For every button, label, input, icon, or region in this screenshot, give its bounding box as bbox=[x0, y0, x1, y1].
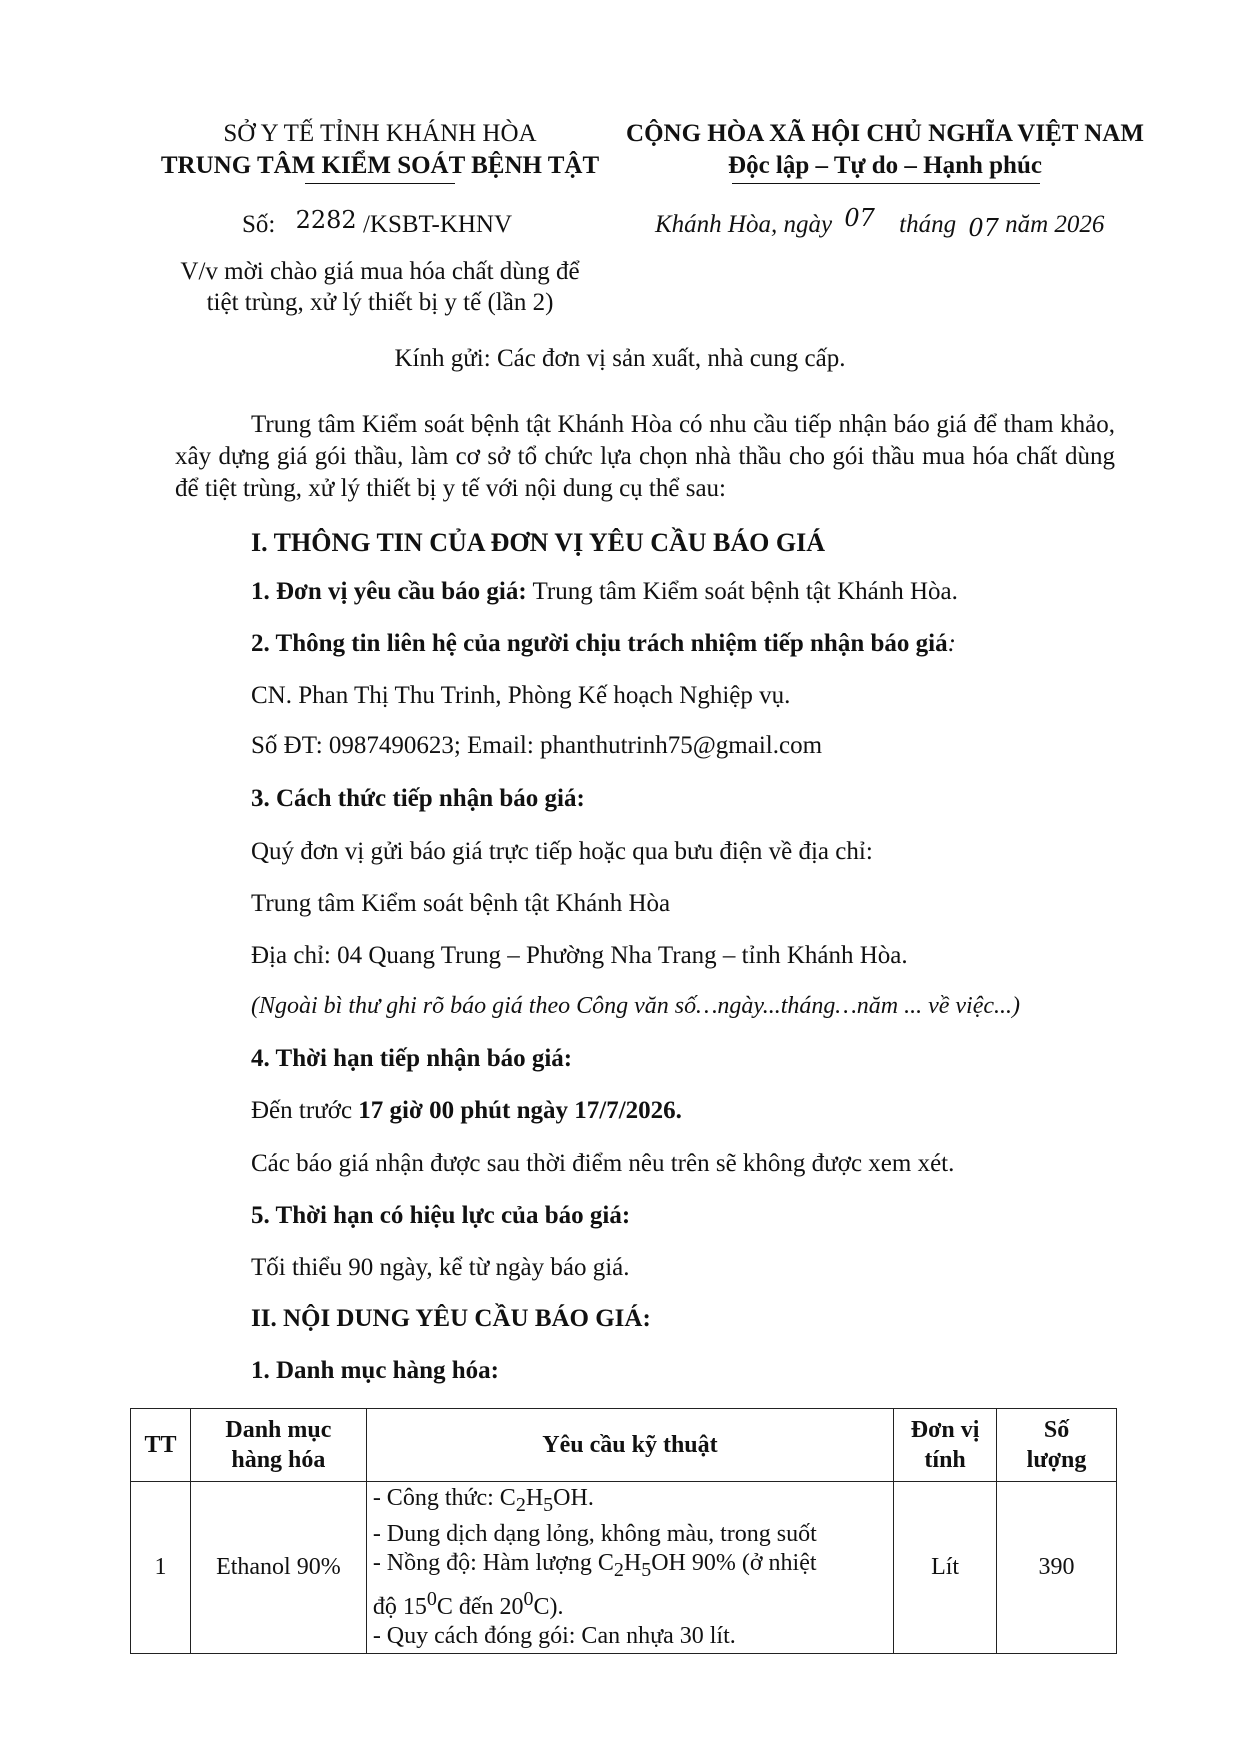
header-qty-line1: Số bbox=[1043, 1417, 1070, 1443]
header-right-block bbox=[625, 118, 1145, 182]
contact-phone-email: Số ĐT: 0987490623; Email: phanthutrinh75@gmail.com bbox=[251, 732, 823, 759]
deadline-prefix: Đến trước bbox=[251, 1097, 359, 1124]
spec-line-3 bbox=[373, 1549, 887, 1585]
header-left-block bbox=[130, 118, 630, 182]
recipient: Kính gửi: Các đơn vị sản xuất, nhà cung cấp. bbox=[394, 345, 846, 372]
header-spec: Yêu cầu kỹ thuật bbox=[366, 1409, 893, 1482]
national-motto: Độc lập – Tự do – Hạnh phúc bbox=[728, 152, 1042, 179]
place-date-prefix: Khánh Hòa, ngày bbox=[655, 211, 833, 238]
row-qty: 390 bbox=[997, 1482, 1117, 1654]
spec-line-4 bbox=[373, 1585, 887, 1622]
section1-item3: 3. Cách thức tiếp nhận báo giá: bbox=[251, 785, 585, 812]
goods-table bbox=[130, 1408, 1117, 1654]
address: Địa chỉ: 04 Quang Trung – Phường Nha Trang – tỉnh Khánh Hòa. bbox=[251, 942, 908, 969]
document-number bbox=[242, 206, 513, 239]
envelope-note: (Ngoài bì thư ghi rõ báo giá theo Công văn số…ngày...tháng…năm ... về việc...) bbox=[251, 993, 1021, 1019]
section1-item2 bbox=[251, 630, 956, 658]
spec3-b: H bbox=[623, 1549, 642, 1576]
validity: Tối thiểu 90 ngày, kể từ ngày báo giá. bbox=[251, 1254, 630, 1281]
date-day: 07 bbox=[844, 204, 875, 232]
center-name: TRUNG TÂM KIỂM SOÁT BỆNH TẬT bbox=[160, 152, 600, 179]
table-row bbox=[131, 1482, 1117, 1654]
intro-paragraph bbox=[175, 409, 1115, 505]
section1-item5: 5. Thời hạn có hiệu lực của báo giá: bbox=[251, 1202, 631, 1229]
section2-item1: 1. Danh mục hàng hóa: bbox=[251, 1357, 499, 1384]
header-unit-line2: tính bbox=[924, 1447, 966, 1473]
org-name: Trung tâm Kiểm soát bệnh tật Khánh Hòa bbox=[251, 890, 671, 917]
spec3-c: OH 90% (ở nhiệt bbox=[651, 1549, 817, 1576]
section1-item1 bbox=[251, 578, 958, 606]
place-date bbox=[655, 204, 1105, 242]
spec1-a: - Công thức: C bbox=[372, 1485, 516, 1511]
left-header-underline bbox=[305, 183, 455, 184]
spec-line-1 bbox=[373, 1484, 887, 1520]
spec4-sup2: 0 bbox=[523, 1587, 534, 1610]
spec3-a: - Nồng độ: Hàm lượng C bbox=[372, 1549, 614, 1576]
department-name: SỞ Y TẾ TỈNH KHÁNH HÒA bbox=[223, 120, 537, 147]
spec3-sub1: 2 bbox=[613, 1558, 624, 1581]
row-name: Ethanol 90% bbox=[190, 1482, 366, 1654]
row-unit: Lít bbox=[894, 1482, 997, 1654]
right-header-underline bbox=[732, 183, 1040, 184]
spec4-b: C đến 20 bbox=[436, 1593, 524, 1620]
subject-line-2: tiệt trùng, xử lý thiết bị y tế (lần 2) bbox=[206, 289, 554, 316]
deadline-value: 17 giờ 00 phút ngày 17/7/2026. bbox=[358, 1097, 682, 1124]
late-note: Các báo giá nhận được sau thời điểm nêu trên sẽ không được xem xét. bbox=[251, 1150, 955, 1177]
spec-line-5: - Quy cách đóng gói: Can nhựa 30 lít. bbox=[372, 1622, 736, 1649]
year-text: năm 2026 bbox=[1005, 211, 1105, 238]
header-name bbox=[190, 1409, 366, 1482]
spec1-sub1: 2 bbox=[515, 1493, 526, 1516]
header-name-line1: Danh mục bbox=[225, 1417, 332, 1443]
item2-colon: : bbox=[947, 630, 956, 657]
header-name-line2: hàng hóa bbox=[231, 1447, 326, 1473]
so-label: Số: bbox=[242, 211, 276, 238]
spec4-c: C). bbox=[533, 1593, 564, 1620]
month-label: tháng bbox=[899, 211, 957, 238]
item1-value: Trung tâm Kiểm soát bệnh tật Khánh Hòa. bbox=[526, 578, 958, 605]
section1-title: I. THÔNG TIN CỦA ĐƠN VỊ YÊU CẦU BÁO GIÁ bbox=[251, 528, 826, 557]
so-suffix: /KSBT-KHNV bbox=[362, 211, 513, 238]
spec1-sub2: 5 bbox=[543, 1493, 554, 1516]
spec4-sup1: 0 bbox=[426, 1587, 437, 1610]
row-tt: 1 bbox=[131, 1482, 191, 1654]
item1-label: 1. Đơn vị yêu cầu báo giá: bbox=[251, 578, 527, 605]
header-qty bbox=[997, 1409, 1117, 1482]
subject bbox=[130, 256, 630, 318]
spec3-sub2: 5 bbox=[641, 1558, 652, 1581]
header-unit bbox=[894, 1409, 997, 1482]
so-number: 2282 bbox=[295, 206, 357, 234]
country-name: CỘNG HÒA XÃ HỘI CHỦ NGHĨA VIỆT NAM bbox=[626, 120, 1144, 147]
contact-name: CN. Phan Thị Thu Trinh, Phòng Kế hoạch Nghiệp vụ. bbox=[251, 682, 791, 709]
table-header-row bbox=[131, 1409, 1117, 1482]
intro-text: Trung tâm Kiểm soát bệnh tật Khánh Hòa có nhu cầu tiếp nhận báo giá để tham khảo, xây dựng giá gói thầu, làm cơ sở tổ chức lựa chọn nhà thầu cho gói thầu mua hóa chất dùng để tiệt trùng, xử lý thiết bị y tế với nội dung cụ thể sau: bbox=[175, 411, 1115, 502]
header-tt: TT bbox=[131, 1409, 191, 1482]
section2-title: II. NỘI DUNG YÊU CẦU BÁO GIÁ: bbox=[251, 1305, 651, 1332]
date-month: 07 bbox=[968, 214, 999, 242]
subject-line-1: V/v mời chào giá mua hóa chất dùng để bbox=[180, 258, 580, 285]
spec-line-2: - Dung dịch dạng lỏng, không màu, trong suốt bbox=[372, 1520, 817, 1547]
section1-item4: 4. Thời hạn tiếp nhận báo giá: bbox=[251, 1045, 573, 1072]
spec1-c: OH. bbox=[553, 1485, 594, 1511]
item2-label: 2. Thông tin liên hệ của người chịu trách nhiệm tiếp nhận báo giá bbox=[251, 630, 948, 657]
spec1-b: H bbox=[525, 1485, 544, 1511]
header-qty-line2: lượng bbox=[1026, 1447, 1087, 1473]
header-unit-line1: Đơn vị bbox=[910, 1417, 980, 1443]
row-spec bbox=[366, 1482, 893, 1654]
spec4-a: độ 15 bbox=[372, 1593, 427, 1620]
deadline bbox=[251, 1097, 682, 1125]
delivery-line: Quý đơn vị gửi báo giá trực tiếp hoặc qua bưu điện về địa chỉ: bbox=[251, 838, 873, 865]
